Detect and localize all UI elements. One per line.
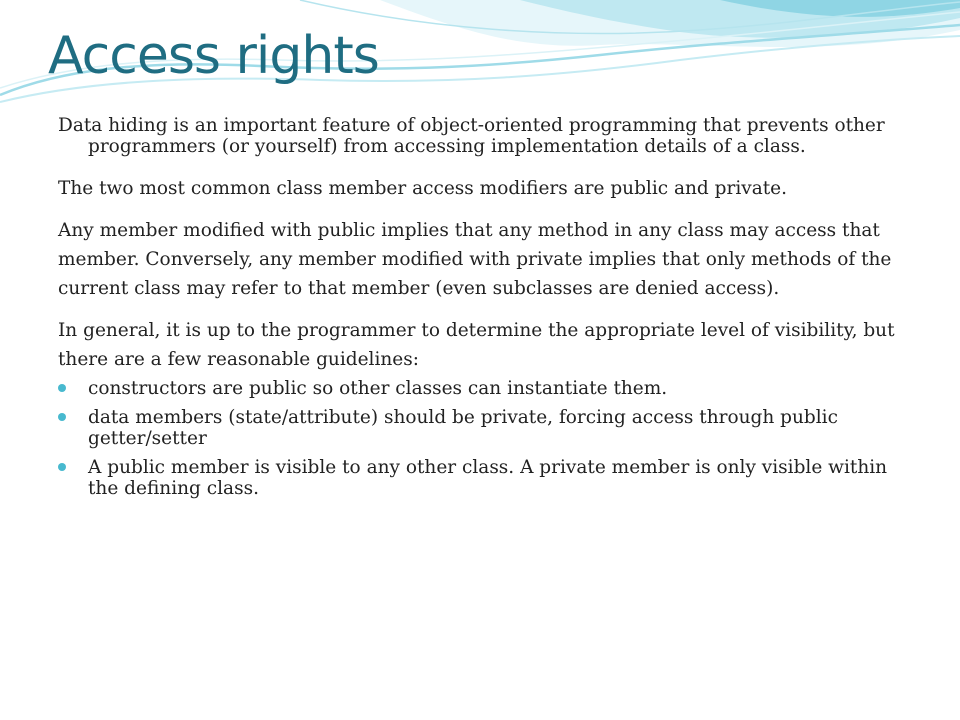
paragraph-public-private: Any member modified with public implies that any method in any class may access that member. Conversely, any member modified with private implies that only methods of the current class may refer to that member (even subclasses are denied access). [58,220,892,299]
bullet-dot-icon [58,384,66,392]
paragraph-guidelines: In general, it is up to the programmer to determine the appropriate level of visibility, but there are a few reasonable guidelines: [58,320,895,370]
paragraph-access-modifiers: The two most common class member access modifiers are public and private. [58,178,788,199]
paragraph-data-hiding: Data hiding is an important feature of object-oriented programming that prevents other programmers (or yourself) from accessing implementation details of a class. [58,115,885,157]
guidelines-list [58,378,906,499]
bullet-dot-icon [58,413,66,421]
slide-title: Access rights [48,26,379,86]
bullet-text: A public member is visible to any other class. A private member is only visible within the defining class. [88,457,888,499]
slide-body [58,115,906,499]
list-item [58,407,906,449]
bullet-text: constructors are public so other classes can instantiate them. [88,378,668,399]
bullet-dot-icon [58,463,66,471]
list-item [58,378,906,399]
list-item [58,457,906,499]
bullet-text: data members (state/attribute) should be private, forcing access through public getter/setter [88,407,838,449]
